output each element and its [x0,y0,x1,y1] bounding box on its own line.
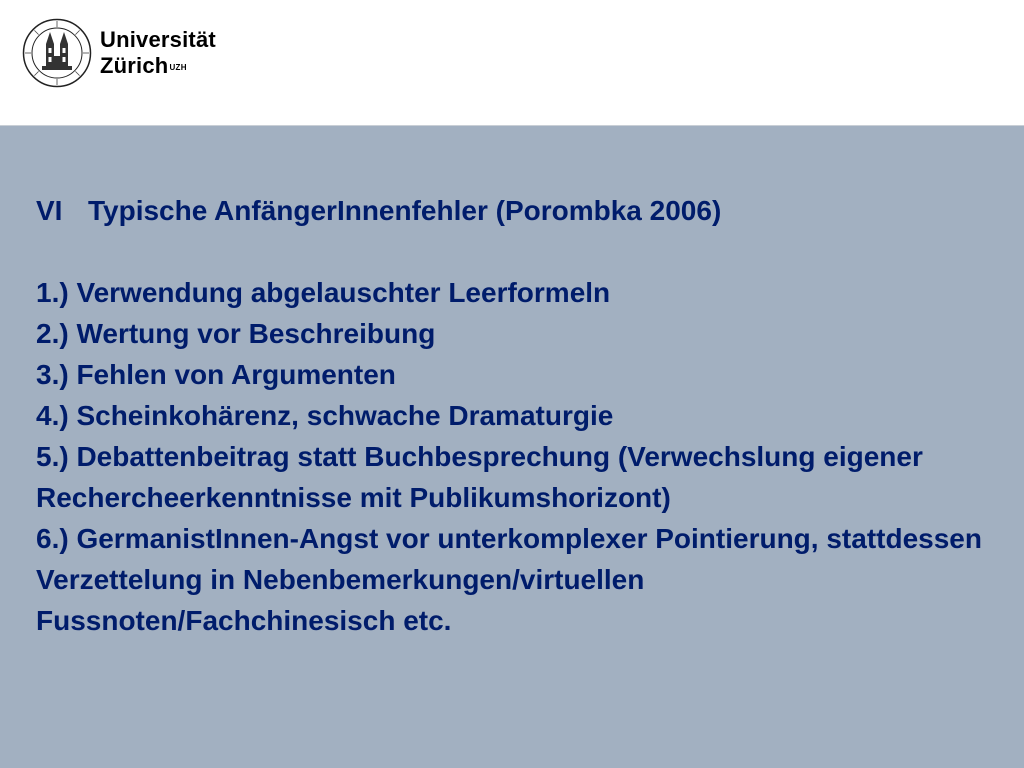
list-item: 2.) Wertung vor Beschreibung [36,318,436,349]
list-item: 4.) Scheinkohärenz, schwache Dramaturgie [36,400,614,431]
university-seal-icon [22,18,92,88]
header [0,0,1024,125]
logo-line-2-text: Zürich [100,53,169,78]
slide-content [36,190,1006,641]
slide-heading [36,190,1006,231]
list-item: 1.) Verwendung abgelauschter Leerformeln [36,277,611,308]
university-logo [100,27,216,79]
list-item: 3.) Fehlen von Argumenten [36,359,396,390]
logo-superscript: UZH [169,63,187,72]
list-item: 6.) GermanistInnen-Angst vor unterkomplexer Pointierung, stattdessen Verzettelung in Nebenbemerkungen/virtuellen Fussnoten/Fachchinesisch etc. [36,523,982,636]
list-item: 5.) Debattenbeitrag statt Buchbesprechung (Verwechslung eigener Rechercheerkenntnisse mit Publikumshorizont) [36,441,923,513]
heading-number: VI [36,195,63,226]
heading-text: Typische AnfängerInnenfehler (Porombka 2006) [88,195,722,226]
spacer [36,231,1006,272]
logo-line-1: Universität [100,27,216,52]
logo-line-2 [100,53,216,79]
